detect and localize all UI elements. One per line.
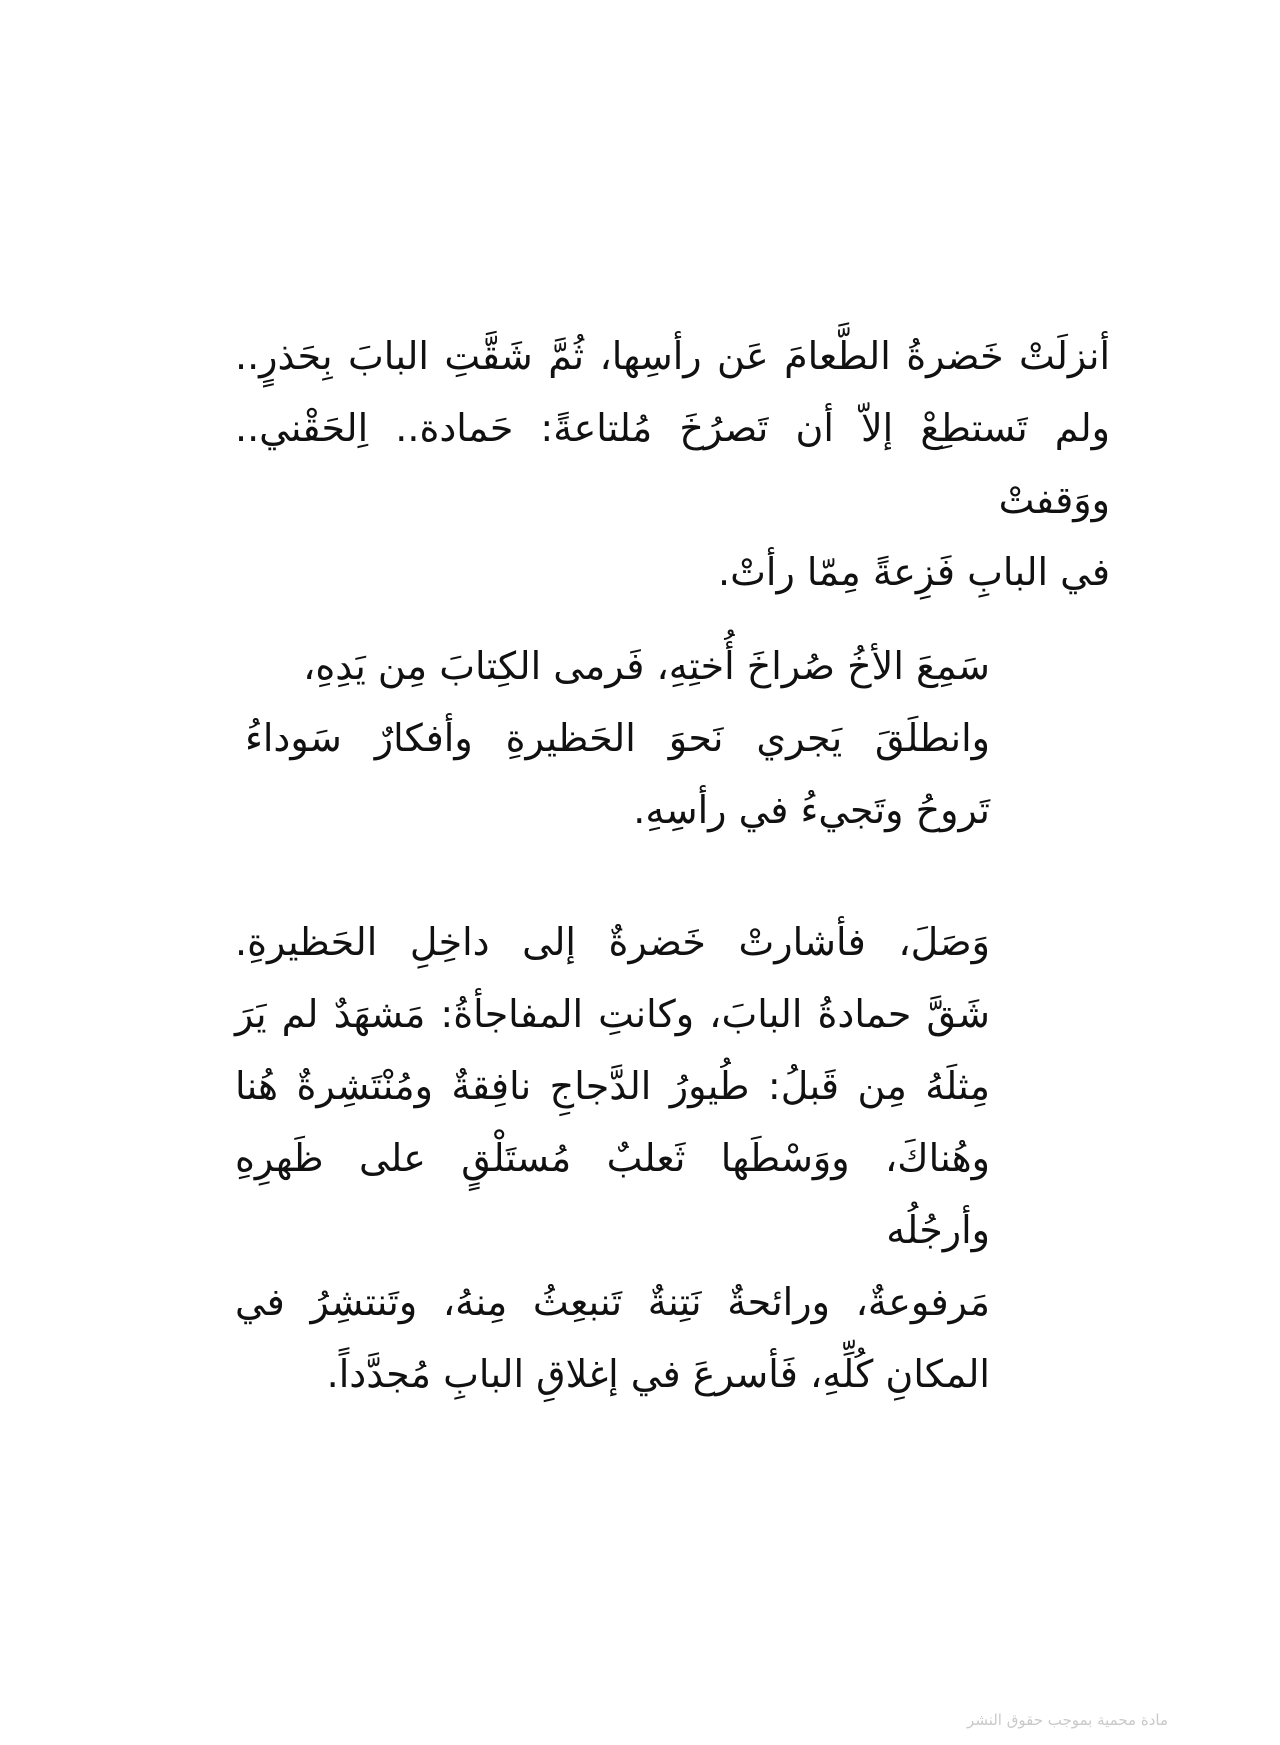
text-line: وهُناكَ، ووَسْطَها ثَعلبٌ مُستَلْقٍ على ظَهرِهِ وأرجُلُه: [235, 1136, 990, 1252]
paragraph-2: [245, 630, 990, 846]
text-line: مِثلَهُ مِن قَبلُ: طُيورُ الدَّجاجِ نافِقةٌ ومُنْتَشِرةٌ هُنا: [235, 1064, 990, 1108]
text-line: في البابِ فَزِعةً مِمّا رأتْ.: [718, 550, 1110, 594]
text-line: وَصَلَ، فأشارتْ خَضرةٌ إلى داخِلِ الحَظيرةِ.: [235, 920, 990, 964]
text-line: وانطلَقَ يَجري نَحوَ الحَظيرةِ وأفكارٌ سَوداءُ: [245, 716, 990, 760]
text-line: مَرفوعةٌ، ورائحةٌ نَتِنةٌ تَنبعِثُ مِنهُ، وتَنتشِرُ في: [235, 1280, 990, 1324]
text-line: سَمِعَ الأخُ صُراخَ أُختِهِ، فَرمى الكِتابَ مِن يَدِهِ،: [303, 644, 990, 688]
text-line: شَقَّ حمادةُ البابَ، وكانتِ المفاجأةُ: مَشهَدٌ لم يَرَ: [235, 992, 990, 1036]
paragraph-1: [235, 320, 1110, 608]
paragraph-3: [235, 906, 990, 1410]
text-line: أنزلَتْ خَضرةُ الطَّعامَ عَن رأسِها، ثُمَّ شَقَّتِ البابَ بِحَذرٍ..: [235, 334, 1110, 378]
copyright-watermark: مادة محمية بموجب حقوق النشر: [967, 1711, 1168, 1729]
text-line: ولم تَستطِعْ إلاّ أن تَصرُخَ مُلتاعةً: حَمادة.. اِلحَقْني.. ووَقفتْ: [235, 406, 1110, 522]
text-line: المكانِ كُلِّهِ، فَأسرعَ في إغلاقِ البابِ مُجدَّداً.: [326, 1352, 990, 1396]
text-line: تَروحُ وتَجيءُ في رأسِهِ.: [633, 788, 990, 832]
